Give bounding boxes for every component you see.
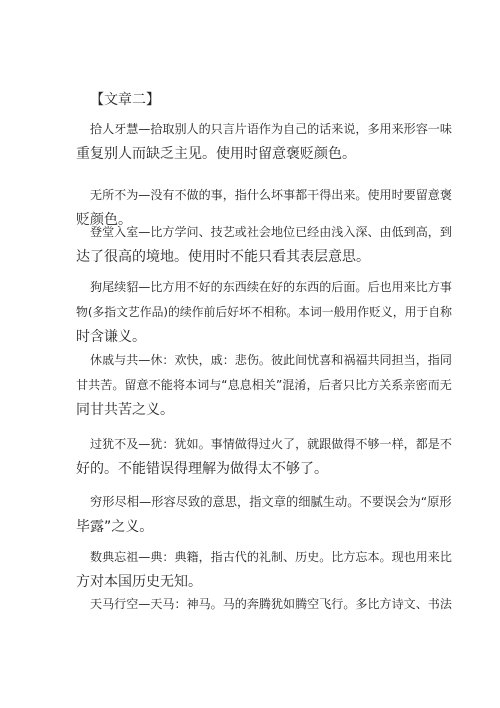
paragraph-line: 穷形尽相—形容尽致的意思，指文章的细腻生动。不要误会为“原形	[90, 495, 452, 509]
idiom-paragraph-8	[76, 545, 452, 595]
paragraph-line: 毕露”之义。	[76, 519, 154, 535]
paragraph-line: 达了很高的境地。使用时不能只看其表层意思。	[76, 249, 370, 265]
paragraph-line: 时含谦义。	[76, 329, 146, 345]
paragraph-line: 贬颜色。	[76, 212, 132, 228]
idiom-paragraph-7	[76, 490, 452, 540]
paragraph-line: 拾人牙慧—拾取别人的只言片语作为自己的话来说，多用来形容一味	[90, 122, 452, 136]
paragraph-line: 甘共苦。留意不能将本词与“息息相关”混淆，后者只比方关系亲密而无	[76, 378, 452, 392]
paragraph-line: 狗尾续貂—比方用不好的东西续在好的东西的后面。后也用来比方事	[90, 280, 452, 294]
idiom-paragraph-1	[76, 117, 452, 167]
paragraph-line: 数典忘祖—典：典籍，指古代的礼制、历史。比方忘本。现也用来比	[90, 550, 452, 564]
idiom-paragraph-6	[76, 432, 452, 482]
paragraph-line: 无所不为—没有不做的事，指什么坏事都干得出来。使用时要留意褒	[90, 188, 452, 202]
idiom-paragraph-5	[76, 348, 452, 423]
paragraph-line: 天马行空—天马：神马。马的奔腾犹如腾空飞行。多比方诗文、书法	[90, 597, 452, 611]
paragraph-line: 物(多指文艺作品)的续作前后好坏不相称。本词一般用作贬义，用于自称	[76, 305, 452, 319]
paragraph-line: 方对本国历史无知。	[76, 574, 202, 590]
idiom-paragraph-4	[76, 275, 452, 350]
paragraph-line: 休戚与共—休：欢快，戚：悲伤。彼此间忧喜和祸福共同担当，指同	[90, 353, 452, 367]
paragraph-line: 重复别人而缺乏主见。使用时留意褒贬颜色。	[76, 146, 356, 162]
paragraph-line: 好的。不能错误得理解为做得太不够了。	[76, 461, 328, 477]
paragraph-line: 同甘共苦之义。	[76, 402, 174, 418]
paragraph-line: 过犹不及—犹：犹如。事情做得过火了，就跟做得不够一样，都是不	[90, 437, 452, 451]
paragraph-line: 登堂入室—比方学问、技艺或社会地位已经由浅入深、由低到高，到	[90, 225, 452, 239]
section-heading: 【文章二】	[90, 92, 160, 108]
idiom-paragraph-9	[90, 592, 450, 617]
